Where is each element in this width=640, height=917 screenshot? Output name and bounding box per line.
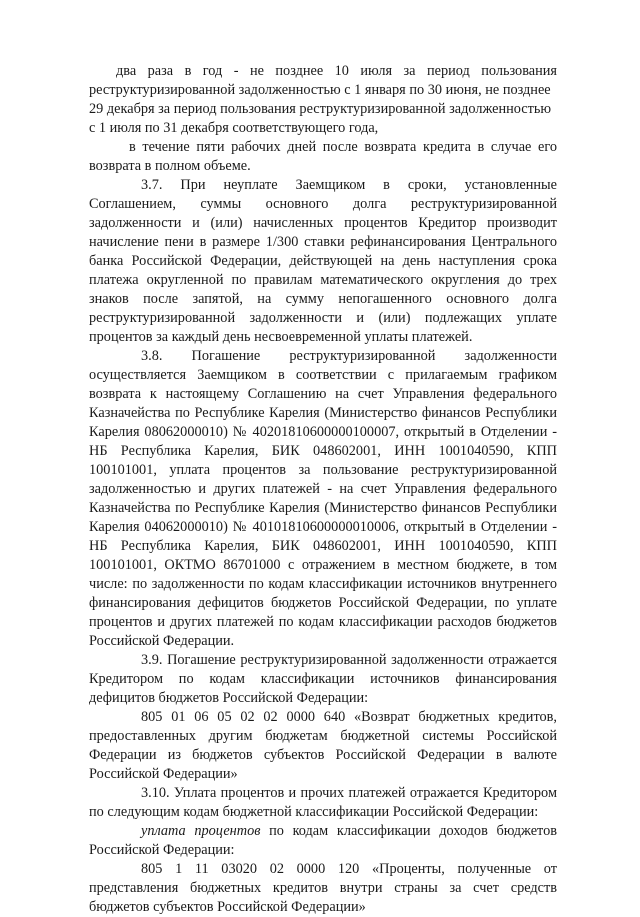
text-line: Федерации из бюджетов субъектов Российской Федерации в валюте	[89, 747, 557, 763]
text-line: представления бюджетных кредитов внутри страны за счет средств	[89, 880, 557, 896]
text-line: Российской Федерации:	[89, 842, 235, 858]
text-line: НБ Республика Карелия, БИК 048602001, ИНН 1001040590, КПП	[89, 538, 557, 554]
text-line: процентов за каждый день несвоевременной уплаты платежей.	[89, 329, 473, 345]
text-line: задолженности и (или) начисленных процентов Кредитор производит	[89, 215, 557, 231]
italic-phrase: уплата процентов	[141, 823, 261, 839]
text-line: Соглашением, суммы основного долга реструктуризированной	[89, 196, 557, 212]
text-line: финансирования дефицитов бюджетов Российской Федерации, по уплате	[89, 595, 557, 611]
text-line: платежа округленной по правилам математического округления до трех	[89, 272, 557, 288]
text-line: возврата в полном объеме.	[89, 158, 251, 174]
text-line: реструктуризированной задолженностью с 1 января по 30 июня, не позднее	[89, 82, 551, 98]
text-line: 3.10. Уплата процентов и прочих платежей отражается Кредитором	[141, 785, 557, 801]
text-line: два раза в год - не позднее 10 июля за период пользования	[116, 63, 557, 79]
document-page	[89, 62, 557, 917]
text-line: бюджетов субъектов Российской Федерации»	[89, 899, 366, 915]
text-line: 100101001, уплата процентов за пользование реструктуризированной	[89, 462, 557, 478]
text-fragment: по кодам классификации доходов бюджетов	[269, 823, 557, 839]
text-line: числе: по задолженности по кодам классификации источников внутреннего	[89, 576, 557, 592]
text-line: 805 1 11 03020 02 0000 120 «Проценты, полученные от	[141, 861, 557, 877]
text-line: Карелия 04062000010) № 40101810600000010006, открытый в Отделении -	[89, 519, 557, 535]
text-line: предоставленных другим бюджетам бюджетной системы Российской	[89, 728, 557, 744]
text-line	[89, 822, 557, 841]
text-line: банка Российской Федерации, действующей на день наступления срока	[89, 253, 557, 269]
text-line: по следующим кодам бюджетной классификации Российской Федерации:	[89, 804, 539, 820]
text-line: 100101001, ОКТМО 86701000 с отражением в местном бюджете, в том	[89, 557, 557, 573]
text-line: 29 декабря за период пользования реструктуризированной задолженностью	[89, 101, 552, 117]
text-line: Российской Федерации.	[89, 633, 235, 649]
text-line: дефицитов бюджетов Российской Федерации:	[89, 690, 369, 706]
text-line: реструктуризированной задолженности и (или) подлежащих уплате	[89, 310, 557, 326]
text-line: задолженностью и других платежей - на счет Управления федерального	[89, 481, 557, 497]
text-line: Карелия 08062000010) № 40201810600000100007, открытый в Отделении -	[89, 424, 557, 440]
text-line: НБ Республика Карелия, БИК 048602001, ИНН 1001040590, КПП	[89, 443, 557, 459]
text-line: 3.7. При неуплате Заемщиком в сроки, установленные	[141, 177, 557, 193]
text-line: Казначейства по Республике Карелия (Министерство финансов Республики	[89, 405, 557, 421]
text-line: Казначейства по Республике Карелия (Министерство финансов Республики	[89, 500, 557, 516]
text-line: с 1 июля по 31 декабря соответствующего года,	[89, 120, 379, 136]
text-line: в течение пяти рабочих дней после возврата кредита в случае его	[129, 139, 557, 155]
text-line: 805 01 06 05 02 02 0000 640 «Возврат бюджетных кредитов,	[141, 709, 557, 725]
text-line: знаков после запятой, на сумму непогашенного основного долга	[89, 291, 557, 307]
text-line: возврата к настоящему Соглашению на счет Управления федерального	[89, 386, 557, 402]
text-line: начисление пени в размере 1/300 ставки рефинансирования Центрального	[89, 234, 557, 250]
text-line: осуществляется Заемщиком в соответствии с прилагаемым графиком	[89, 367, 557, 383]
text-line: 3.9. Погашение реструктуризированной задолженности отражается	[141, 652, 557, 668]
text-line: Кредитором по кодам классификации источников финансирования	[89, 671, 557, 687]
text-line: процентов и других платежей по кодам классификации расходов бюджетов	[89, 614, 557, 630]
text-line: Российской Федерации»	[89, 766, 238, 782]
text-line: 3.8. Погашение реструктуризированной задолженности	[141, 348, 557, 364]
